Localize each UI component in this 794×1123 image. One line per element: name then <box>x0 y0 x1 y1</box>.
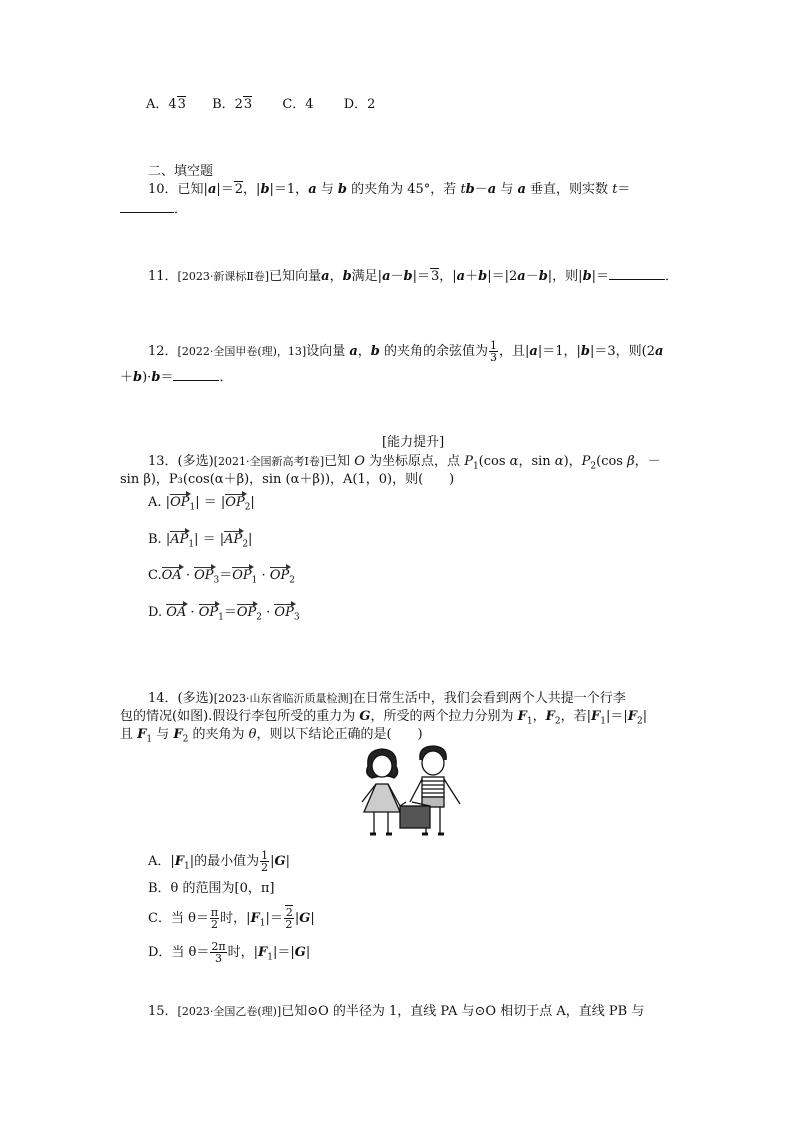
question-12-line1: 12．[2022·全国甲卷(理)，13]设向量 a，b 的夹角的余弦值为 $\frac{1}{3}$ ，且|a|＝1，|b|＝3，则(2a <box>148 339 664 364</box>
question-11: 11．[2023·新课标Ⅱ卷]已知向量a，b满足|a－b|＝3，|a＋b|＝|2a－b|，则|b|＝ ． <box>148 269 679 284</box>
answer-blank-11[interactable] <box>609 267 665 280</box>
answer-blank-12[interactable] <box>173 368 219 381</box>
question-15: 15．[2023·全国乙卷(理)]已知⊙O 的半径为 1，直线 PA 与⊙O 相切于点 A，直线 PB 与 <box>148 1004 645 1019</box>
question-10-line1: 10．已知|a|＝2，|b|＝1，a 与 b 的夹角为 45°，若 tb－a 与 a 垂直，则实数 t＝ <box>148 182 631 197</box>
q13-option-d[interactable]: D. OA · $OP_1=OP_2 \cdot OP_3$ <box>148 605 300 623</box>
question-12-line2: ＋b)·b＝ ． <box>120 370 233 385</box>
q14-option-b[interactable]: B．θ 的范围为[0，π] <box>148 881 275 896</box>
q14-option-d[interactable]: D．当 θ＝ $\frac{2\pi}{3}$ 时，$|F_1|=|G|$ <box>148 940 311 965</box>
question-14-line2: 包的情况(如图).假设行李包所受的重力为 G，所受的两个拉力分别为 $F_1$，$F_2$，若$|F_1|=|F_2|$ <box>120 709 648 727</box>
q13-option-b[interactable]: B. $|AP_1| = |AP_2|$ <box>148 532 253 550</box>
q13-option-a[interactable]: A. $|OP_1| = |OP_2|$ <box>148 495 255 513</box>
question-14-line3: 且 $F_1$ 与 $F_2$ 的夹角为 θ，则以下结论正确的是( ) <box>120 727 423 745</box>
q13-option-c[interactable]: $C.OA \cdot OP_3=OP_1 \cdot OP_2$ <box>148 568 295 586</box>
question-14-line1: 14．(多选)[2023·山东省临沂质量检测]在日常生活中，我们会看到两个人共提一个行李 <box>148 691 626 706</box>
q14-option-a[interactable]: A．$|F_1|$的最小值为 $\frac{1}{2}$ |G| <box>148 849 291 874</box>
question-13-line2: sin β)，P₃(cos(α＋β)，sin (α＋β))，A(1，0)，则( ) <box>120 472 455 487</box>
answer-blank-10[interactable] <box>120 200 174 213</box>
fraction-one-third: $\frac{1}{3}$ <box>490 339 498 364</box>
section-title: 二、填空题 <box>148 164 214 179</box>
question-10-line2: ． <box>120 200 187 219</box>
q14-option-c[interactable]: C．当 θ＝ $\frac{\pi}{2}$ 时，$|F_1|=$ $\frac{2}{2}$ |G| <box>148 906 315 931</box>
question-13-line1: 13．(多选)[2021·全国新高考Ⅰ卷]已知 O 为坐标原点，点 $P_1(\cos$ α，sin α)，$P_2(\cos$ β，－ <box>148 454 661 472</box>
two-children-luggage-illustration <box>356 744 466 844</box>
section-ability: [能力提升] <box>382 435 445 450</box>
q9-options: A．43 B．23 C．4 D．2 <box>146 97 376 112</box>
